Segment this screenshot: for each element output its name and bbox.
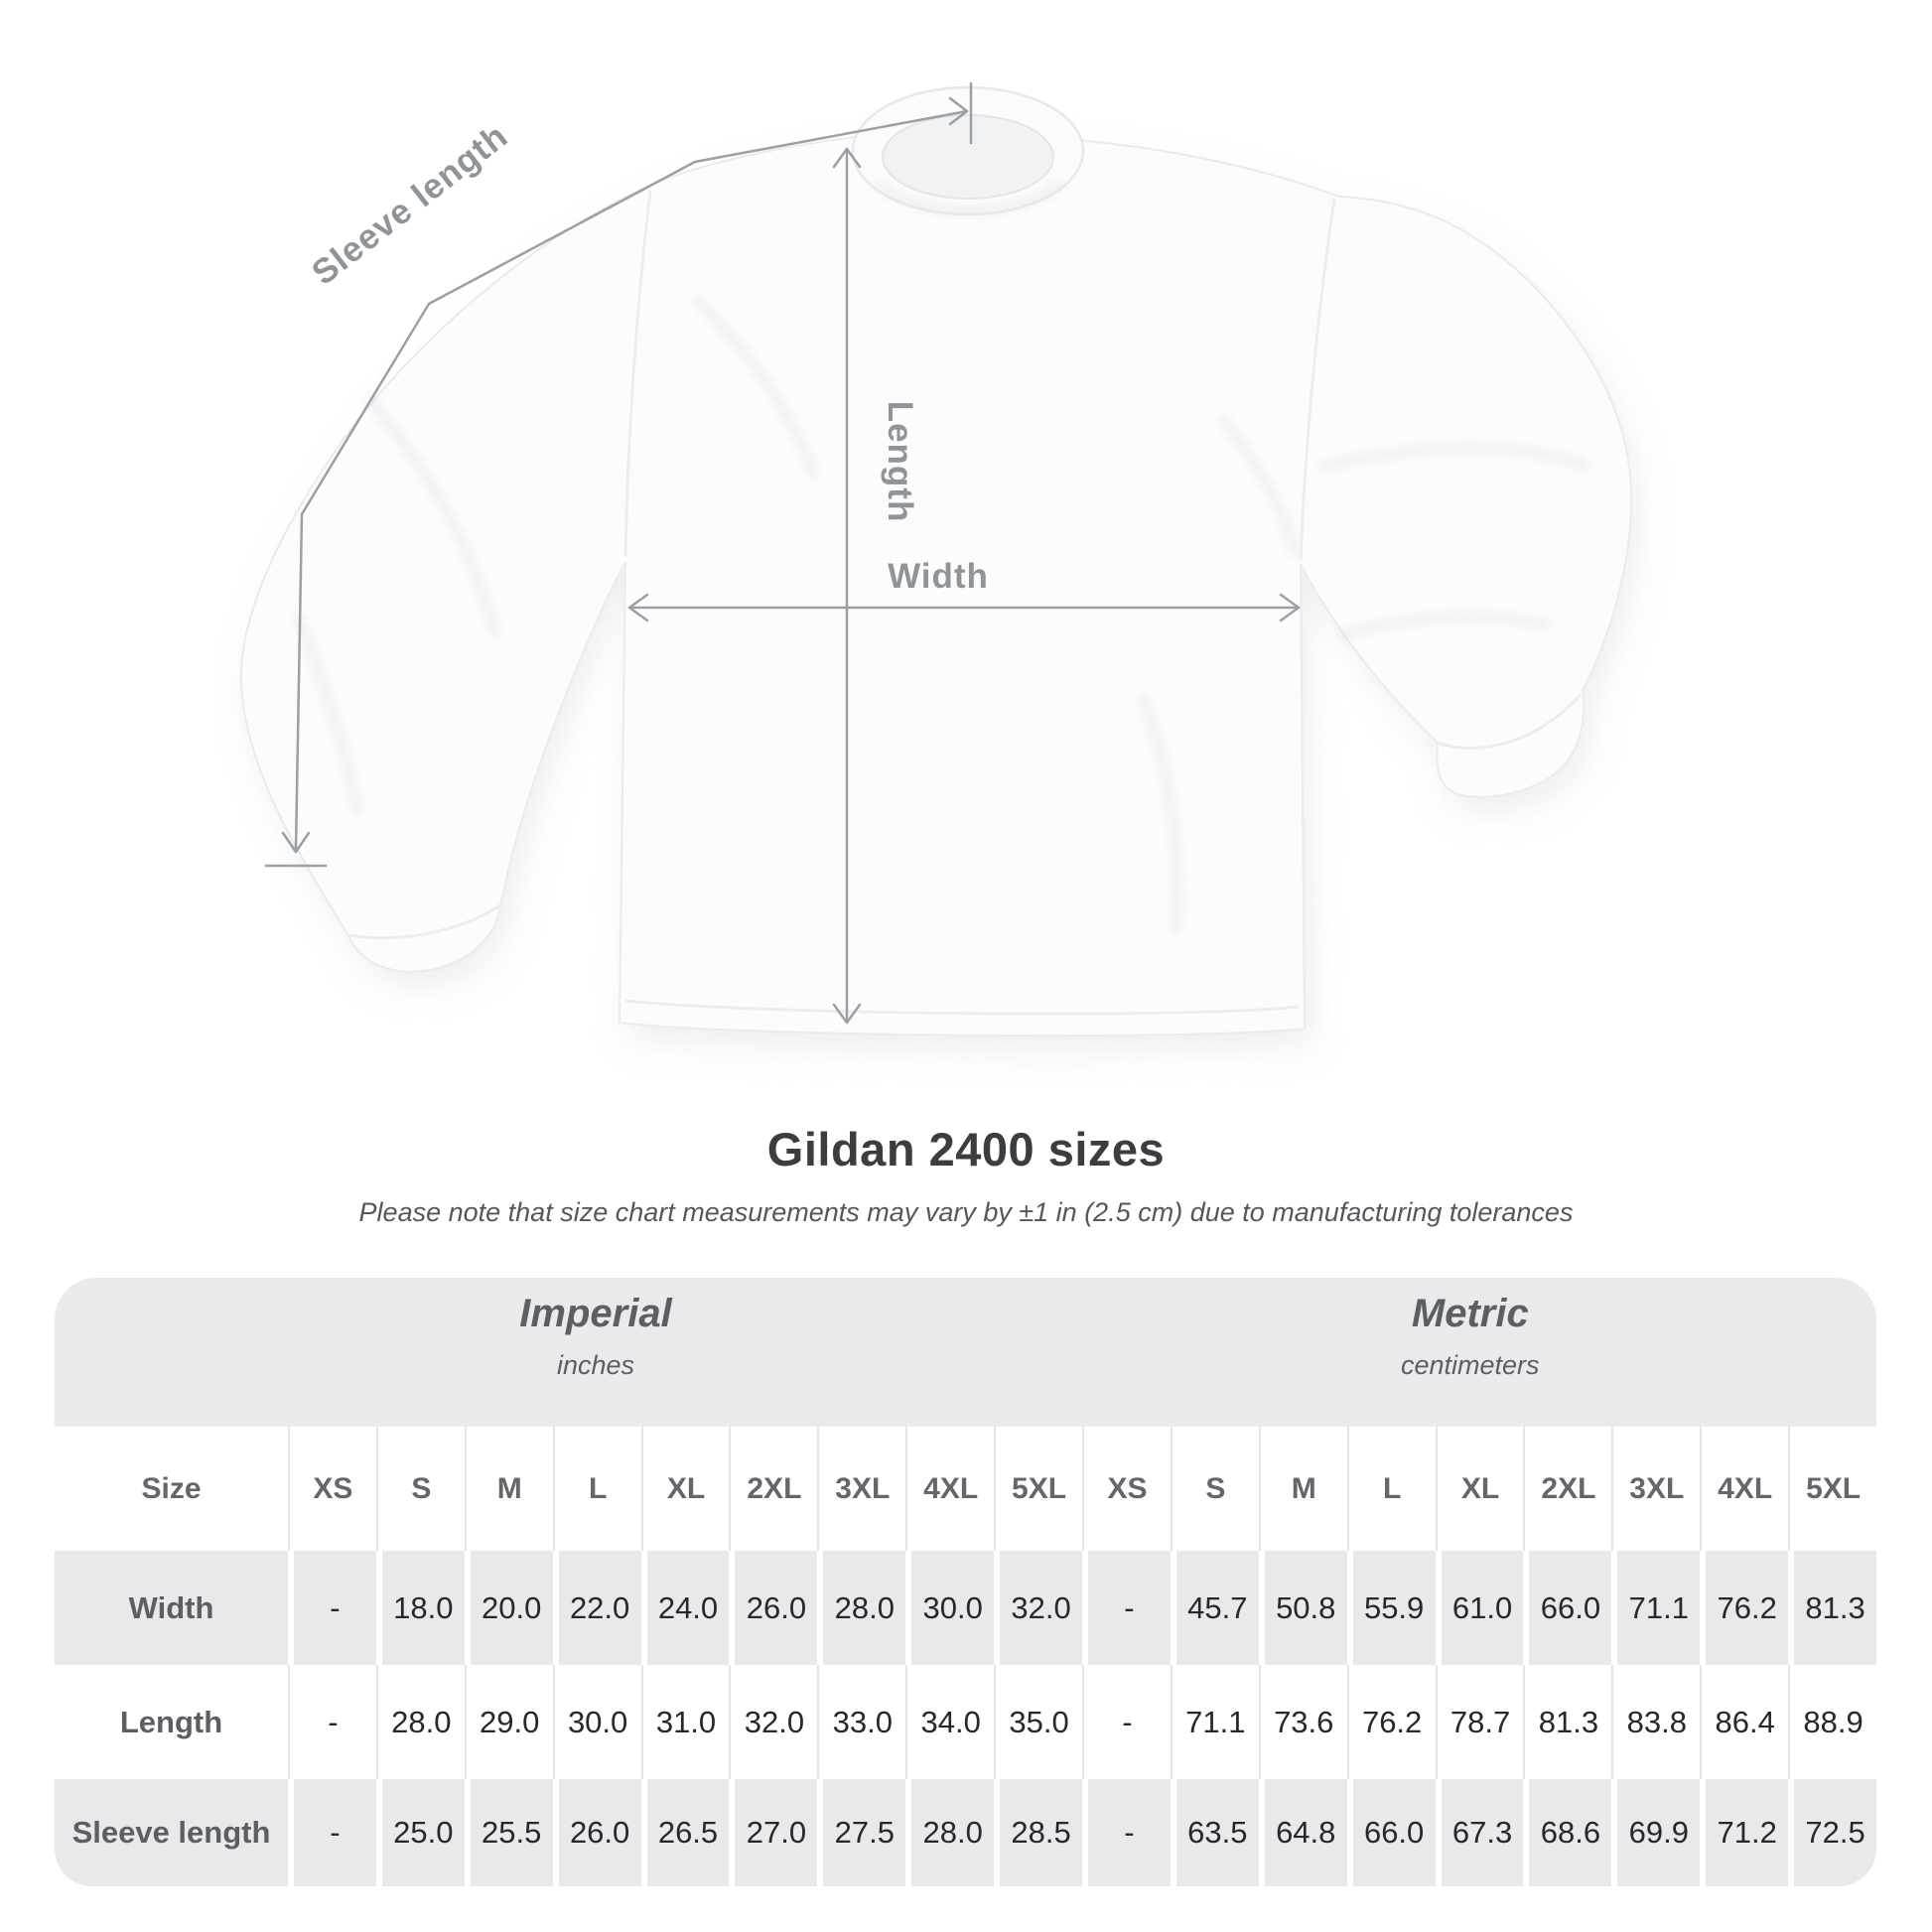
table-cell: 27.0 bbox=[729, 1779, 817, 1886]
table-cell: 30.0 bbox=[905, 1551, 994, 1665]
table-cell: 25.0 bbox=[376, 1779, 465, 1886]
metric-group-header bbox=[1401, 1292, 1540, 1381]
column-header-l-imperial: L bbox=[553, 1427, 641, 1551]
column-header-xs-imperial: XS bbox=[288, 1427, 376, 1551]
table-cell: 66.0 bbox=[1523, 1551, 1611, 1665]
table-cell: 86.4 bbox=[1700, 1665, 1788, 1779]
table-cell: 50.8 bbox=[1259, 1551, 1347, 1665]
column-header-l-metric: L bbox=[1347, 1427, 1436, 1551]
table-cell: 45.7 bbox=[1171, 1551, 1259, 1665]
table-cell: 78.7 bbox=[1436, 1665, 1524, 1779]
column-header-xl-imperial: XL bbox=[641, 1427, 730, 1551]
table-cell: 25.5 bbox=[465, 1779, 553, 1886]
table-row-length bbox=[55, 1665, 1876, 1779]
imperial-group-header bbox=[519, 1292, 671, 1381]
table-cell: 71.1 bbox=[1171, 1665, 1259, 1779]
column-header-xl-metric: XL bbox=[1436, 1427, 1524, 1551]
width-label: Width bbox=[888, 557, 989, 596]
table-cell: 31.0 bbox=[641, 1665, 730, 1779]
table-cell: 32.0 bbox=[994, 1551, 1082, 1665]
table-cell: - bbox=[1082, 1665, 1171, 1779]
table-cell: - bbox=[288, 1551, 376, 1665]
column-header-2xl-metric: 2XL bbox=[1523, 1427, 1611, 1551]
length-label: Length bbox=[881, 400, 919, 523]
table-cell: 27.5 bbox=[817, 1779, 905, 1886]
table-cell: 28.5 bbox=[994, 1779, 1082, 1886]
column-header-5xl-imperial: 5XL bbox=[994, 1427, 1082, 1551]
table-cell: 20.0 bbox=[465, 1551, 553, 1665]
table-cell: 81.3 bbox=[1523, 1665, 1611, 1779]
column-header-s-metric: S bbox=[1171, 1427, 1259, 1551]
unit-band bbox=[55, 1278, 1876, 1427]
column-header-row bbox=[55, 1427, 1876, 1551]
row-label: Length bbox=[119, 1704, 223, 1739]
table-cell: 26.0 bbox=[729, 1551, 817, 1665]
table-cell: 66.0 bbox=[1347, 1779, 1436, 1886]
table-row-sleeve-length bbox=[55, 1779, 1876, 1886]
row-label: Width bbox=[55, 1551, 288, 1665]
table-cell: - bbox=[1082, 1551, 1171, 1665]
table-cell: 26.5 bbox=[641, 1779, 730, 1886]
column-header-xs-metric: XS bbox=[1082, 1427, 1171, 1551]
column-header-3xl-imperial: 3XL bbox=[817, 1427, 905, 1551]
column-header-m-metric: M bbox=[1259, 1427, 1347, 1551]
table-cell: 71.2 bbox=[1700, 1779, 1788, 1886]
table-cell: 71.1 bbox=[1611, 1551, 1700, 1665]
shirt-collar bbox=[853, 87, 1083, 214]
table-cell: - bbox=[1082, 1779, 1171, 1886]
table-cell: 68.6 bbox=[1523, 1779, 1611, 1886]
table-cell: 29.0 bbox=[465, 1665, 553, 1779]
table-cell: - bbox=[288, 1779, 376, 1886]
metric-label: Metric bbox=[1411, 1292, 1529, 1335]
table-cell: 22.0 bbox=[553, 1551, 641, 1665]
table-cell: 81.3 bbox=[1788, 1551, 1876, 1665]
size-table-body bbox=[55, 1427, 1876, 1886]
metric-unit: centimeters bbox=[1401, 1350, 1540, 1380]
size-corner-header: Size bbox=[141, 1471, 202, 1505]
table-cell: 72.5 bbox=[1788, 1779, 1876, 1886]
table-cell: 34.0 bbox=[905, 1665, 994, 1779]
table-cell: 61.0 bbox=[1436, 1551, 1524, 1665]
table-cell: 28.0 bbox=[817, 1551, 905, 1665]
page-title: Gildan 2400 sizes bbox=[766, 1123, 1166, 1175]
size-table bbox=[55, 1278, 1876, 1886]
column-header-4xl-metric: 4XL bbox=[1700, 1427, 1788, 1551]
table-cell: 32.0 bbox=[729, 1665, 817, 1779]
table-cell: 73.6 bbox=[1259, 1665, 1347, 1779]
table-cell: 24.0 bbox=[641, 1551, 730, 1665]
column-header-3xl-metric: 3XL bbox=[1611, 1427, 1700, 1551]
table-cell: 28.0 bbox=[376, 1665, 465, 1779]
row-label: Sleeve length bbox=[55, 1779, 288, 1886]
table-cell: 76.2 bbox=[1347, 1665, 1436, 1779]
column-header-2xl-imperial: 2XL bbox=[729, 1427, 817, 1551]
table-cell: 30.0 bbox=[553, 1665, 641, 1779]
table-cell: 35.0 bbox=[994, 1665, 1082, 1779]
table-cell: 69.9 bbox=[1611, 1779, 1700, 1886]
table-cell: 33.0 bbox=[817, 1665, 905, 1779]
table-cell: 76.2 bbox=[1700, 1551, 1788, 1665]
table-cell: 67.3 bbox=[1436, 1779, 1524, 1886]
table-cell: 18.0 bbox=[376, 1551, 465, 1665]
column-header-s-imperial: S bbox=[376, 1427, 465, 1551]
imperial-label: Imperial bbox=[519, 1292, 672, 1335]
column-header-5xl-metric: 5XL bbox=[1788, 1427, 1876, 1551]
table-cell: 88.9 bbox=[1788, 1665, 1876, 1779]
table-cell: 26.0 bbox=[553, 1779, 641, 1886]
table-cell: 63.5 bbox=[1171, 1779, 1259, 1886]
table-cell: 55.9 bbox=[1347, 1551, 1436, 1665]
table-cell: 83.8 bbox=[1611, 1665, 1700, 1779]
column-header-4xl-imperial: 4XL bbox=[905, 1427, 994, 1551]
sleeve-length-label: Sleeve length bbox=[304, 116, 515, 293]
table-cell: - bbox=[288, 1665, 376, 1779]
tolerance-note: Please note that size chart measurements may vary by ±1 in (2.5 cm) due to manufacturing tolerances bbox=[358, 1197, 1574, 1227]
column-header-m-imperial: M bbox=[465, 1427, 553, 1551]
imperial-unit: inches bbox=[556, 1350, 634, 1380]
table-cell: 28.0 bbox=[905, 1779, 994, 1886]
table-row-width bbox=[55, 1551, 1876, 1665]
table-cell: 64.8 bbox=[1259, 1779, 1347, 1886]
